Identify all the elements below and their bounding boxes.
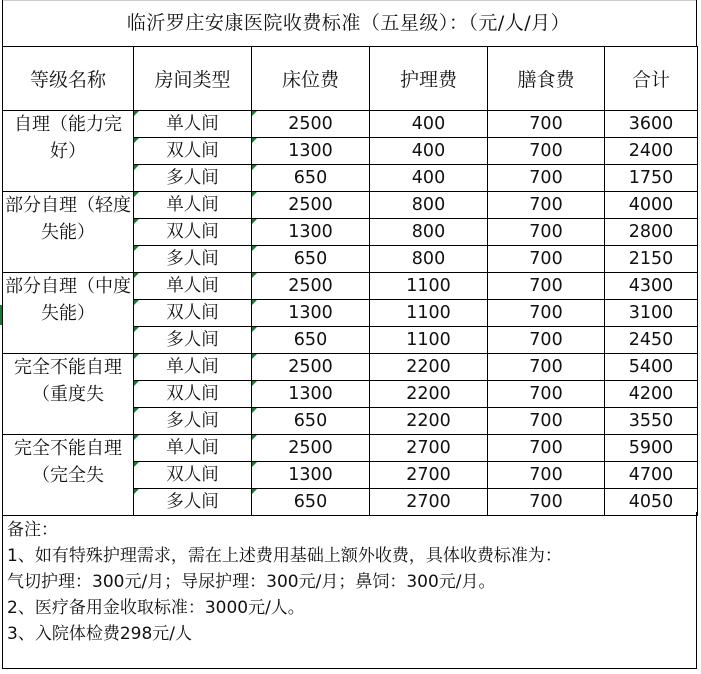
total-cell[interactable]: 4000 bbox=[605, 192, 698, 219]
room-cell[interactable]: 双人间 bbox=[134, 462, 252, 489]
level-name-cell[interactable]: 完全不能自理（重度失 bbox=[3, 354, 134, 435]
room-cell[interactable]: 单人间 bbox=[134, 354, 252, 381]
notes-block[interactable] bbox=[2, 512, 697, 669]
meal-cell[interactable]: 700 bbox=[488, 381, 605, 408]
total-cell[interactable]: 4050 bbox=[605, 489, 698, 516]
care-cell[interactable]: 800 bbox=[370, 246, 488, 273]
total-cell[interactable]: 5400 bbox=[605, 354, 698, 381]
care-cell[interactable]: 1100 bbox=[370, 300, 488, 327]
bed-cell[interactable]: 2500 bbox=[252, 435, 370, 462]
header-room[interactable]: 房间类型 bbox=[134, 47, 252, 111]
room-cell[interactable]: 多人间 bbox=[134, 246, 252, 273]
care-cell[interactable]: 400 bbox=[370, 138, 488, 165]
bed-cell[interactable]: 2500 bbox=[252, 273, 370, 300]
meal-cell[interactable]: 700 bbox=[488, 327, 605, 354]
meal-cell[interactable]: 700 bbox=[488, 354, 605, 381]
care-cell[interactable]: 800 bbox=[370, 192, 488, 219]
room-cell[interactable]: 单人间 bbox=[134, 435, 252, 462]
meal-cell[interactable]: 700 bbox=[488, 435, 605, 462]
bed-cell[interactable]: 650 bbox=[252, 408, 370, 435]
level-name-cell[interactable]: 部分自理（轻度失能） bbox=[3, 192, 134, 273]
bed-cell[interactable]: 650 bbox=[252, 246, 370, 273]
meal-cell[interactable]: 700 bbox=[488, 489, 605, 516]
room-cell[interactable]: 双人间 bbox=[134, 381, 252, 408]
fee-table bbox=[2, 46, 698, 516]
total-cell[interactable]: 2800 bbox=[605, 219, 698, 246]
care-cell[interactable]: 1100 bbox=[370, 273, 488, 300]
care-cell[interactable]: 1100 bbox=[370, 327, 488, 354]
total-cell[interactable]: 2400 bbox=[605, 138, 698, 165]
meal-cell[interactable]: 700 bbox=[488, 192, 605, 219]
bed-cell[interactable]: 2500 bbox=[252, 354, 370, 381]
table-row bbox=[3, 192, 698, 219]
room-cell[interactable]: 单人间 bbox=[134, 111, 252, 138]
note-line: 3、入院体检费298元/人 bbox=[7, 624, 192, 644]
meal-cell[interactable]: 700 bbox=[488, 273, 605, 300]
header-level[interactable]: 等级名称 bbox=[3, 47, 134, 111]
table-row bbox=[3, 111, 698, 138]
meal-cell[interactable]: 700 bbox=[488, 111, 605, 138]
level-name-cell[interactable]: 部分自理（中度失能） bbox=[3, 273, 134, 354]
total-cell[interactable]: 4700 bbox=[605, 462, 698, 489]
bed-cell[interactable]: 1300 bbox=[252, 381, 370, 408]
meal-cell[interactable]: 700 bbox=[488, 219, 605, 246]
total-cell[interactable]: 3600 bbox=[605, 111, 698, 138]
room-cell[interactable]: 多人间 bbox=[134, 165, 252, 192]
total-cell[interactable]: 2450 bbox=[605, 327, 698, 354]
level-name-cell[interactable]: 自理（能力完好） bbox=[3, 111, 134, 192]
bed-cell[interactable]: 1300 bbox=[252, 219, 370, 246]
header-meal[interactable]: 膳食费 bbox=[488, 47, 605, 111]
room-cell[interactable]: 双人间 bbox=[134, 138, 252, 165]
meal-cell[interactable]: 700 bbox=[488, 300, 605, 327]
meal-cell[interactable]: 700 bbox=[488, 462, 605, 489]
table-row bbox=[3, 354, 698, 381]
header-care[interactable]: 护理费 bbox=[370, 47, 488, 111]
header-row bbox=[3, 47, 698, 111]
fee-table-body bbox=[3, 111, 698, 516]
total-cell[interactable]: 2150 bbox=[605, 246, 698, 273]
meal-cell[interactable]: 700 bbox=[488, 165, 605, 192]
header-bed[interactable]: 床位费 bbox=[252, 47, 370, 111]
care-cell[interactable]: 2700 bbox=[370, 462, 488, 489]
table-row bbox=[3, 273, 698, 300]
note-line: 2、医疗备用金收取标准：3000元/人。 bbox=[7, 598, 305, 618]
bed-cell[interactable]: 1300 bbox=[252, 138, 370, 165]
total-cell[interactable]: 3100 bbox=[605, 300, 698, 327]
room-cell[interactable]: 双人间 bbox=[134, 300, 252, 327]
meal-cell[interactable]: 700 bbox=[488, 246, 605, 273]
bed-cell[interactable]: 1300 bbox=[252, 462, 370, 489]
total-cell[interactable]: 4200 bbox=[605, 381, 698, 408]
bed-cell[interactable]: 1300 bbox=[252, 300, 370, 327]
room-cell[interactable]: 多人间 bbox=[134, 408, 252, 435]
note-line: 1、如有特殊护理需求，需在上述费用基础上额外收费，具体收费标准为： bbox=[7, 546, 562, 566]
notes-heading: 备注： bbox=[7, 520, 58, 540]
bed-cell[interactable]: 2500 bbox=[252, 192, 370, 219]
total-cell[interactable]: 1750 bbox=[605, 165, 698, 192]
care-cell[interactable]: 400 bbox=[370, 165, 488, 192]
note-line: 气切护理：300元/月；导尿护理：300元/月；鼻饲：300元/月。 bbox=[7, 572, 496, 592]
care-cell[interactable]: 2200 bbox=[370, 381, 488, 408]
sheet-title[interactable]: 临沂罗庄安康医院收费标准（五星级）：（元/人/月） bbox=[126, 12, 571, 34]
room-cell[interactable]: 单人间 bbox=[134, 192, 252, 219]
total-cell[interactable]: 4300 bbox=[605, 273, 698, 300]
care-cell[interactable]: 800 bbox=[370, 219, 488, 246]
room-cell[interactable]: 双人间 bbox=[134, 219, 252, 246]
level-name-cell[interactable]: 完全不能自理（完全失 bbox=[3, 435, 134, 516]
total-cell[interactable]: 3550 bbox=[605, 408, 698, 435]
room-cell[interactable]: 多人间 bbox=[134, 489, 252, 516]
meal-cell[interactable]: 700 bbox=[488, 408, 605, 435]
table-row bbox=[3, 435, 698, 462]
care-cell[interactable]: 2200 bbox=[370, 354, 488, 381]
room-cell[interactable]: 多人间 bbox=[134, 327, 252, 354]
row-selection-marker bbox=[0, 305, 2, 325]
care-cell[interactable]: 2200 bbox=[370, 408, 488, 435]
bed-cell[interactable]: 650 bbox=[252, 327, 370, 354]
care-cell[interactable]: 2700 bbox=[370, 435, 488, 462]
care-cell[interactable]: 400 bbox=[370, 111, 488, 138]
meal-cell[interactable]: 700 bbox=[488, 138, 605, 165]
bed-cell[interactable]: 2500 bbox=[252, 111, 370, 138]
total-cell[interactable]: 5900 bbox=[605, 435, 698, 462]
room-cell[interactable]: 单人间 bbox=[134, 273, 252, 300]
bed-cell[interactable]: 650 bbox=[252, 165, 370, 192]
header-total[interactable]: 合计 bbox=[605, 47, 698, 111]
care-cell[interactable]: 2700 bbox=[370, 489, 488, 516]
bed-cell[interactable]: 650 bbox=[252, 489, 370, 516]
